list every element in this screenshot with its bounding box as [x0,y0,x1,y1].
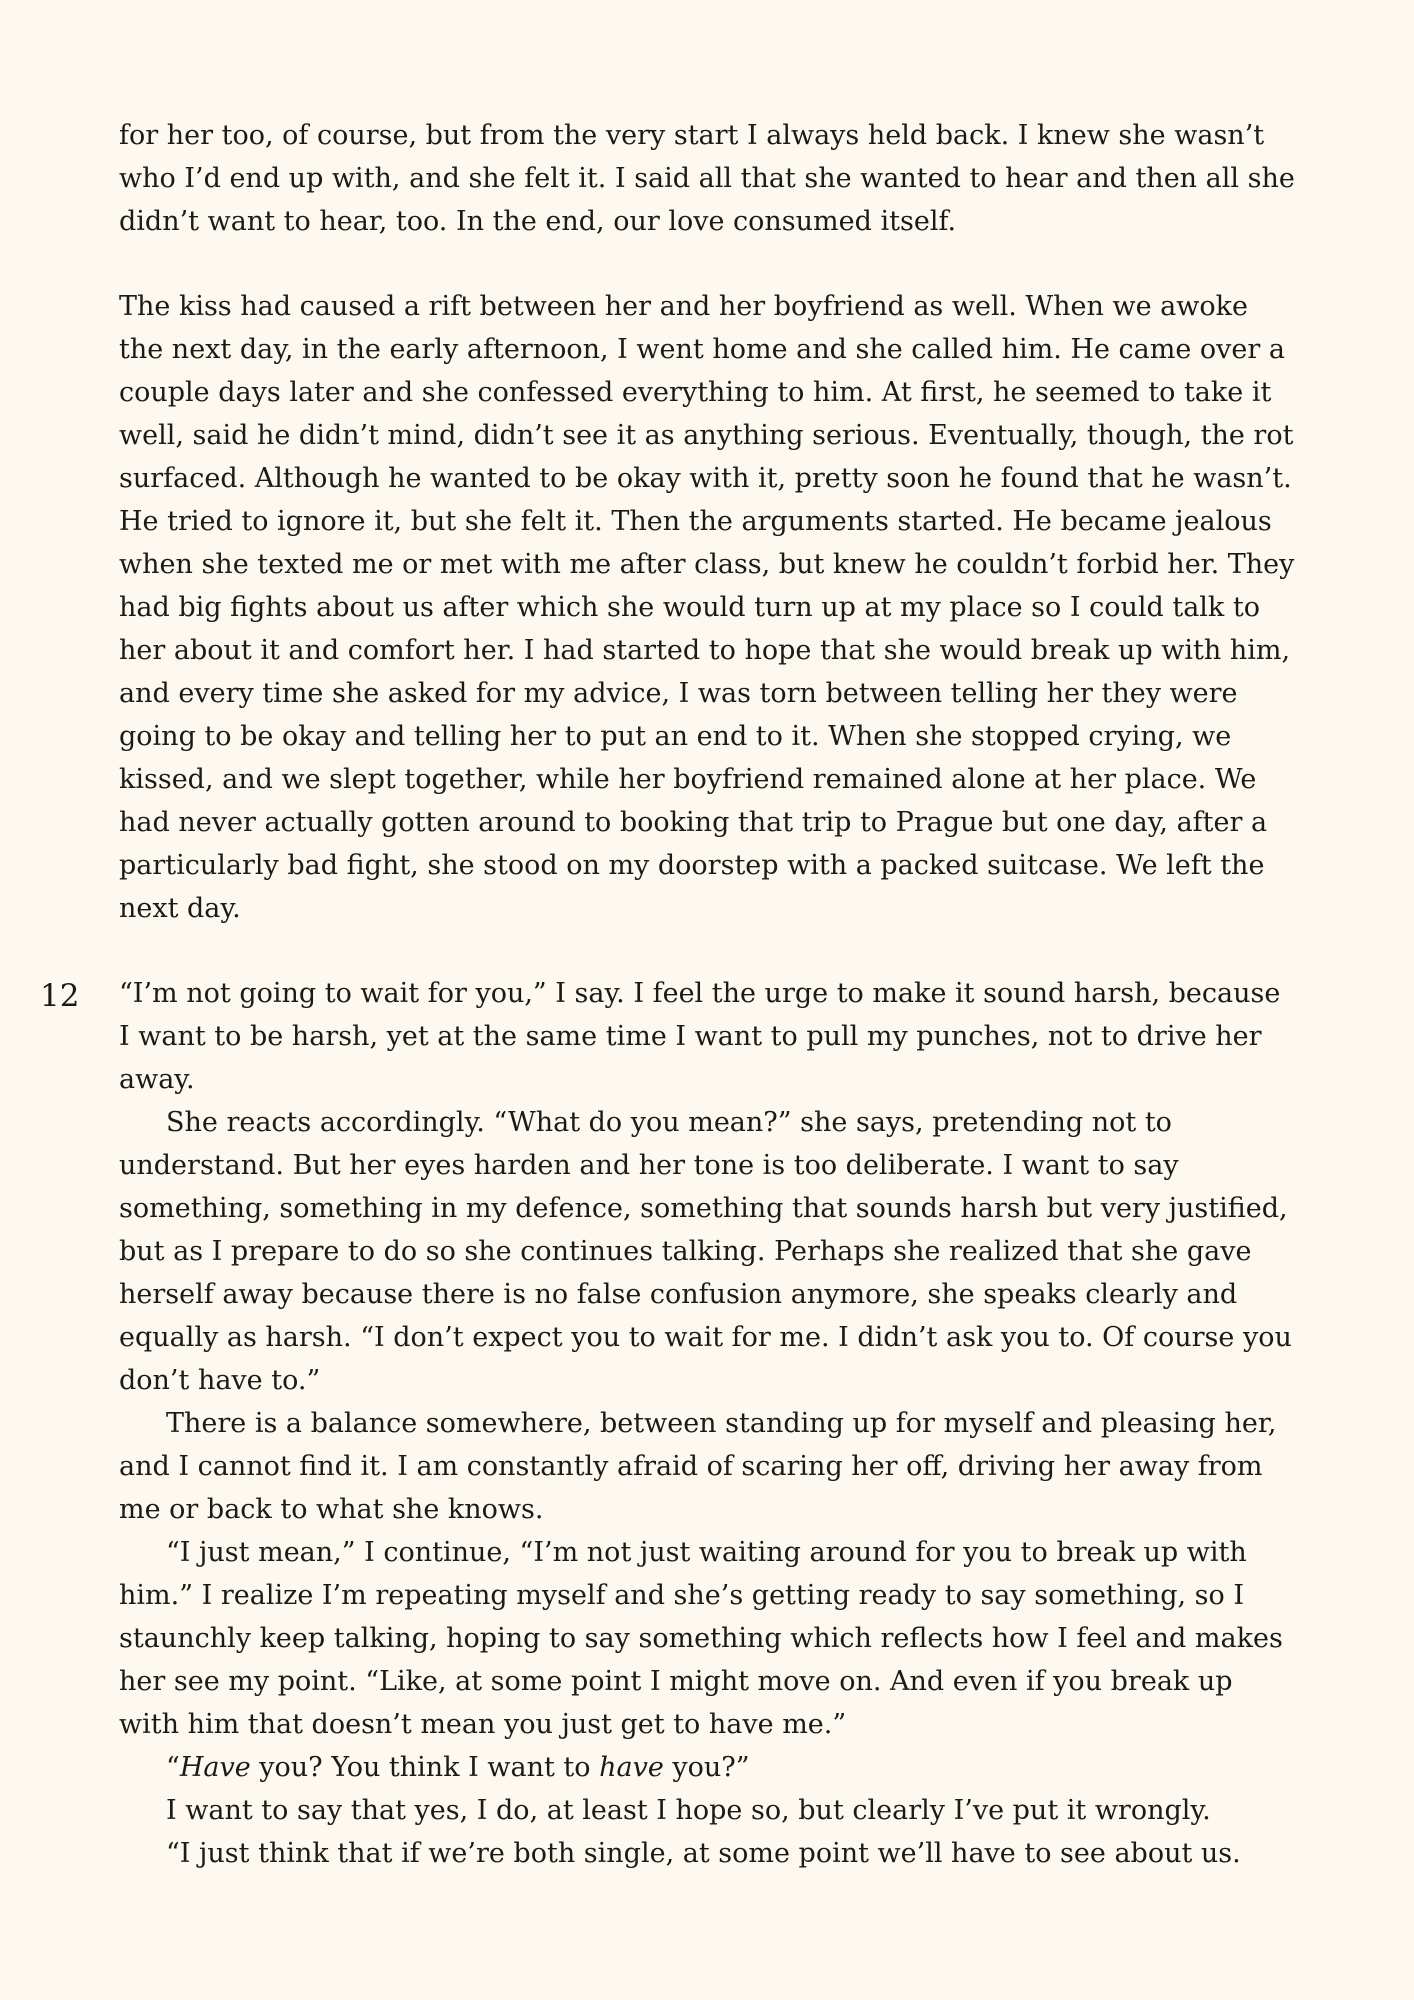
quote-open: “ [166,1752,180,1783]
section-number: 12 [40,978,80,1014]
paragraph-have-you [119,1746,1299,1789]
paragraph-yes-i-do: I want to say that yes, I do, at least I hope so, but clearly I’ve put it wrongly. [166,1795,1211,1826]
body-text [119,114,1299,1875]
emphasis-have-2: have [599,1752,664,1783]
paragraph-continue: “I just mean,” I continue, “I’m not just waiting around for you to break up with him.” I realize I’m repeating myself and she’s getting ready to say something, so I staunchly keep talking, hoping to say something which reflects how I feel and makes her see my point. “Like, at some point I might move on. And even if you break up with him that doesn’t mean you just get to have me.” [119,1537,1283,1740]
emphasis-have-1: Have [179,1752,251,1783]
quote-middle: you? You think I want to [250,1752,600,1783]
paragraph-reaction: She reacts accordingly. “What do you mean?” she says, pretending not to understand. But her eyes harden and her tone is too deliberate. I want to say something, something in my defence, something that sounds harsh but very justified, but as I prepare to do so she continues talking. Perhaps she realized that she gave herself away because there is no false confusion anymore, she speaks clearly and equally as harsh. “I don’t expect you to wait for me. I didn’t ask you to. Of course you don’t have to.” [119,1107,1292,1396]
paragraph-dialogue-start: “I’m not going to wait for you,” I say. I feel the urge to make it sound harsh, because I want to be harsh, yet at the same time I want to pull my punches, not to drive her away. [119,978,1281,1095]
quote-close: you?” [663,1752,750,1783]
paragraph-rift: The kiss had caused a rift between her and her boyfriend as well. When we awoke the next day, in the early afternoon, I went home and she called him. He came over a couple days later and she confessed everything to him. At first, he seemed to take it well, said he didn’t mind, didn’t see it as anything serious. Eventually, though, the rot surfaced. Although he wanted to be okay with it, pretty soon he found that he wasn’t. He tried to ignore it, but she felt it. Then the arguments started. He became jealous when she texted me or met with me after class, but knew he couldn’t forbid her. They had big fights about us after which she would turn up at my place so I could talk to her about it and comfort her. I had started to hope that she would break up with him, and every time she asked for my advice, I was torn between telling her they were going to be okay and telling her to put an end to it. When she stopped crying, we kissed, and we slept together, while her boyfriend remained alone at her place. We had never actually gotten around to booking that trip to Prague but one day, after a particularly bad fight, she stood on my doorstep with a packed suitcase. We left the next day. [119,291,1295,924]
paragraph-both-single: “I just think that if we’re both single, at some point we’ll have to see about us. [166,1838,1241,1869]
paragraph-balance: There is a balance somewhere, between standing up for myself and pleasing her, and I cannot find it. I am constantly afraid of scaring her off, driving her away from me or back to what she knows. [119,1408,1277,1525]
paragraph-continuation: for her too, of course, but from the very start I always held back. I knew she wasn’t who I’d end up with, and she felt it. I said all that she wanted to hear and then all she didn’t want to hear, too. In the end, our love consumed itself. [119,120,1295,237]
